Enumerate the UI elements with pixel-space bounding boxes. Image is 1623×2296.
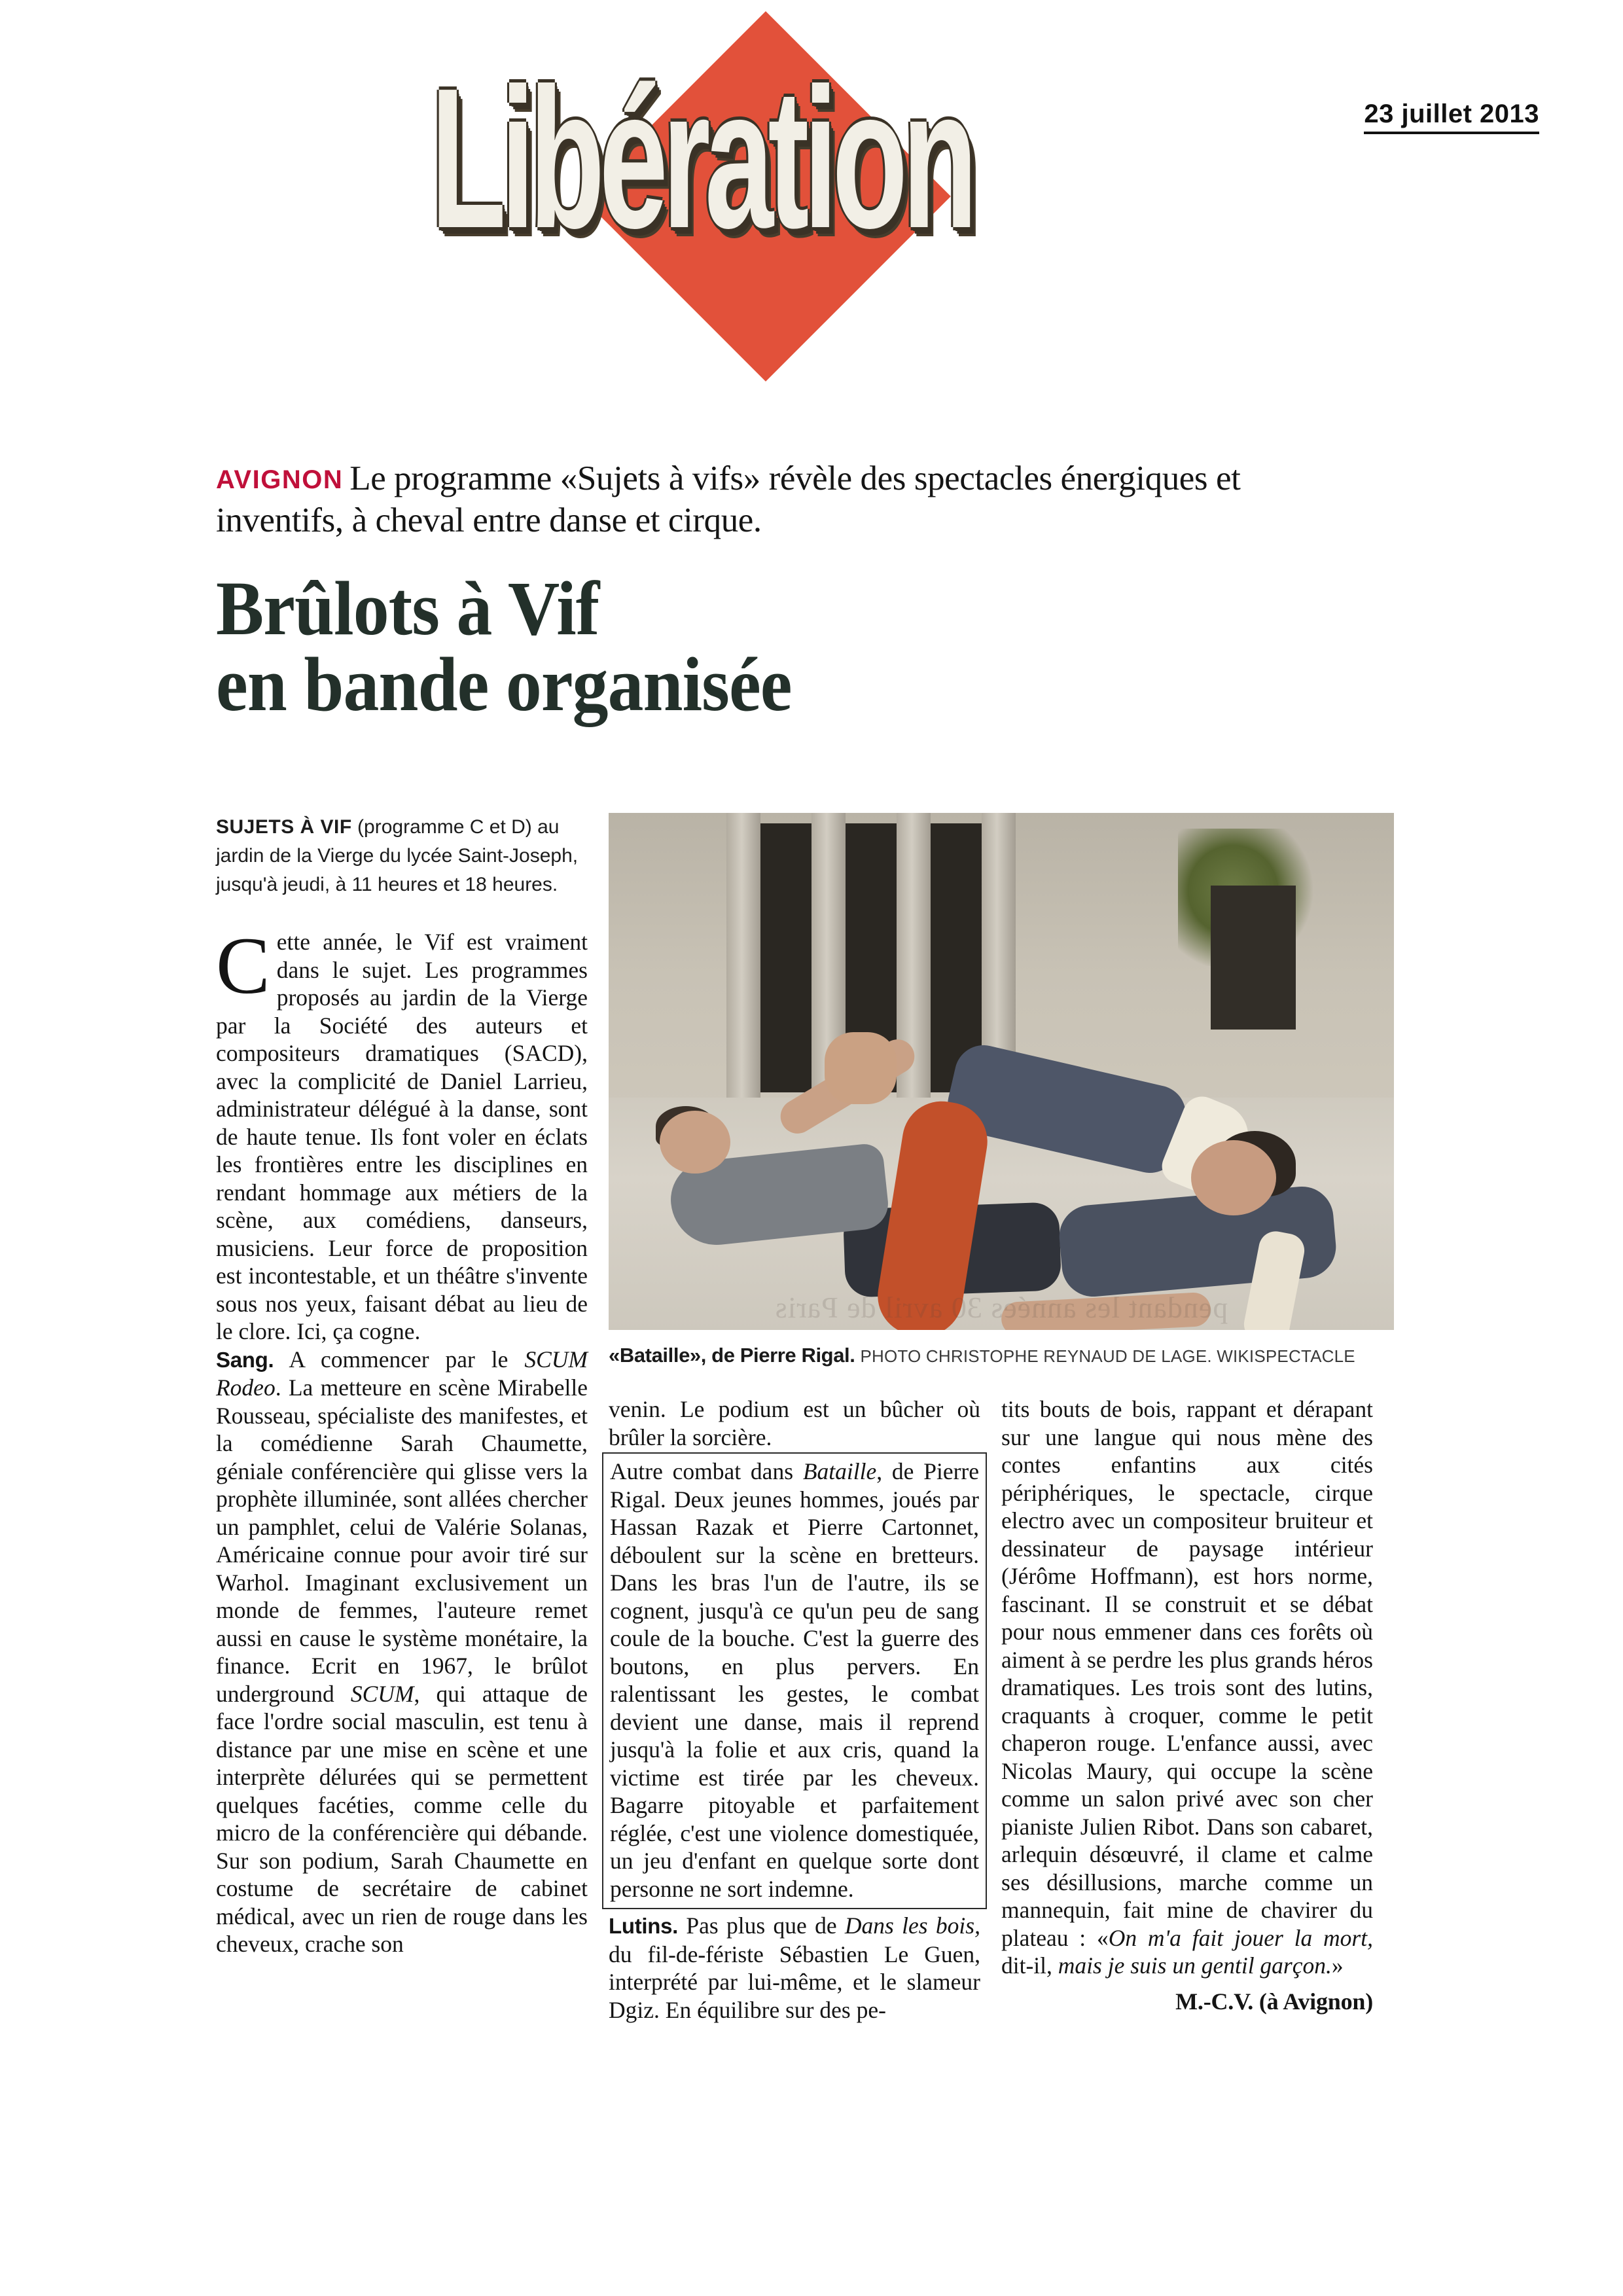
issue-date: 23 juillet 2013 [1364,99,1539,134]
column-1 [216,813,588,1958]
page-title [216,565,1311,727]
paragraph-text: A commencer par le [274,1346,525,1372]
headline-line-2: en bande organisée [216,641,792,727]
liberation-logo [393,39,1257,353]
quote-italic: On m'a fait jouer la mort, [1108,1924,1373,1951]
paragraph-text: Autre combat dans [610,1458,803,1484]
title-italic: Dans les bois, [844,1912,980,1939]
service-info [216,813,582,899]
column-1-body [216,921,588,1958]
paragraph-text: tits bouts de bois, rappant et dérapant sur une langue qui nous mène des contes enfantins aux cités périphériques, le spectacle, cirque electro avec un compositeur bruiteur et dessinateur de paysage intérieur (Jérôme Hoffmann), est hors norme, fascinant. Il se construit et se débat pour nous emmener dans ces forêts où aiment à se perdre les plus grands héros dramatiques. Les trois sont des lutins, craquants à croquer, comme le petit chaperon rouge. L'enfance aussi, avec Nicolas Maury, qui occupe la scène comme un salon privé avec son cher pianiste Julien Ribot. Dans son cabaret, arlequin désœuvré, il clame et calme ses désillusions, marche comme un mannequin, fait mine de chavirer du plateau : « [1001,1396,1373,1951]
paragraph [216,921,588,1346]
photo-performer-b-head [1191,1140,1276,1215]
paragraph [216,1346,588,1958]
drop-cap: C [216,921,270,1011]
paragraph-text: , qui attaque de face l'ordre social masculin, est tenu à distance par une mise en scène et une interprète délurées qui se permettent quelques facéties, comme celle du micro de la conférencière qui débande. Sur son podium, Sarah Chaumette en costume de secrétaire de cabinet médical, avec un rien de rouge dans les cheveux, crache son [216,1680,588,1957]
photo-planter [1211,886,1296,1030]
runin-heading-lutins: Lutins. [609,1914,679,1938]
photo-clasped-hands [825,1032,897,1104]
photo-caption [609,1344,1394,1367]
quote-italic: mais je suis un gentil garçon. [1058,1952,1332,1979]
column-3-body [1001,1395,1373,2015]
runin-heading-sang: Sang. [216,1347,274,1372]
paragraph-text: . La metteure en scène Mirabelle Rousseau, spécialiste des manifestes, et la comédienne Sarah Chaumette, géniale conférencière qui glisse vers la prophète illuminée, sont allées chercher un pamphlet, celui de Valérie Solanas, Américaine connue pour avoir tiré sur Warhol. Imaginant exclusivement un monde de femmes, l'auteure remet aussi en cause le système monétaire, la finance. Ecrit en 1967, le brûlot underground [216,1374,588,1707]
paragraph [1001,1395,1373,1980]
photo-window-gap [760,823,812,1092]
column-2 [609,1395,980,2024]
article-photo [609,813,1394,1330]
photo-pillar [726,813,760,1107]
paragraph-text: , de Pierre Rigal. Deux jeunes hommes, joués par Hassan Razak et Pierre Cartonnet, déboulent sur la scène en bretteurs. Dans les bras l'un de l'autre, ils se cognent, jusqu'à ce qu'un peu de sang coule de la bouche. C'est la guerre des boutons, en plus pervers. En ralentissant les gestes, le combat devient une danse, mais il reprend jusqu'à la folie et aux cris, quand la victime est tirée par les cheveux. Bagarre pitoyable et parfaitement réglée, c'est une violence domestiquée, un jeu d'enfant en quelque sorte dont personne ne sort indemne. [610,1458,979,1902]
column-2-body [609,1395,980,2024]
title-italic: Bataille [802,1458,877,1484]
article-header [216,458,1394,727]
paragraph-text: du fil-de-fériste Sébastien Le Guen, interprété par lui-même, et le slameur Dgiz. En équilibre sur des pe- [609,1941,980,2023]
photo-caption-title: «Bataille», de Pierre Rigal. [609,1344,855,1367]
standfirst [216,458,1289,541]
paragraph [610,1458,979,1903]
paragraph-text: » [1331,1952,1344,1979]
paragraph-text: dit-il, [1001,1952,1058,1979]
paragraph-text: ette année, le Vif est vraiment dans le sujet. Les programmes proposés au jardin de la Vierge par la Société des auteurs et compositeurs dramatiques (SACD), avec la complicité de Daniel Larrieu, administrateur délégué à la danse, sont de haute tenue. Ils font voler en éclats les frontières entre les disciplines en rendant hommage aux métiers de la scène, aux comédiens, danseurs, musiciens. Leur force de proposition est incontestable, et un théâtre s'invente sous nos yeux, faisant débat au lieu de le clore. Ici, ça cogne. [216,929,588,1344]
paragraph: venin. Le podium est un bûcher où brûler la sorcière. [609,1396,980,1450]
logo-wordmark: Libération [431,46,972,270]
title-italic: SCUM [350,1680,414,1707]
headline-line-1: Brûlots à Vif [216,565,599,651]
service-info-title: SUJETS À VIF [216,816,352,838]
service-info-detail: (programme C et D) au jardin de la Vierge du lycée Saint-Joseph, jusqu'à jeudi, à 11 heures et 18 heures. [216,816,579,895]
byline: M.-C.V. (à Avignon) [1175,1988,1373,2015]
masthead [393,39,1257,353]
kicker-avignon: AVIGNON [216,465,344,494]
title-italic: SCUM Rodeo [216,1346,588,1401]
photo-performer-a-head [660,1111,730,1174]
photo-caption-credit: PHOTO CHRISTOPHE REYNAUD DE LAGE. WIKISPECTACLE [860,1346,1355,1366]
paragraph [609,1912,980,2024]
highlighted-box [602,1452,987,1909]
standfirst-text: Le programme «Sujets à vifs» révèle des spectacles énergiques et inventifs, à cheval entre danse et cirque. [216,459,1241,539]
paragraph-text: Pas plus que de [678,1912,845,1939]
column-3 [1001,1395,1373,2015]
